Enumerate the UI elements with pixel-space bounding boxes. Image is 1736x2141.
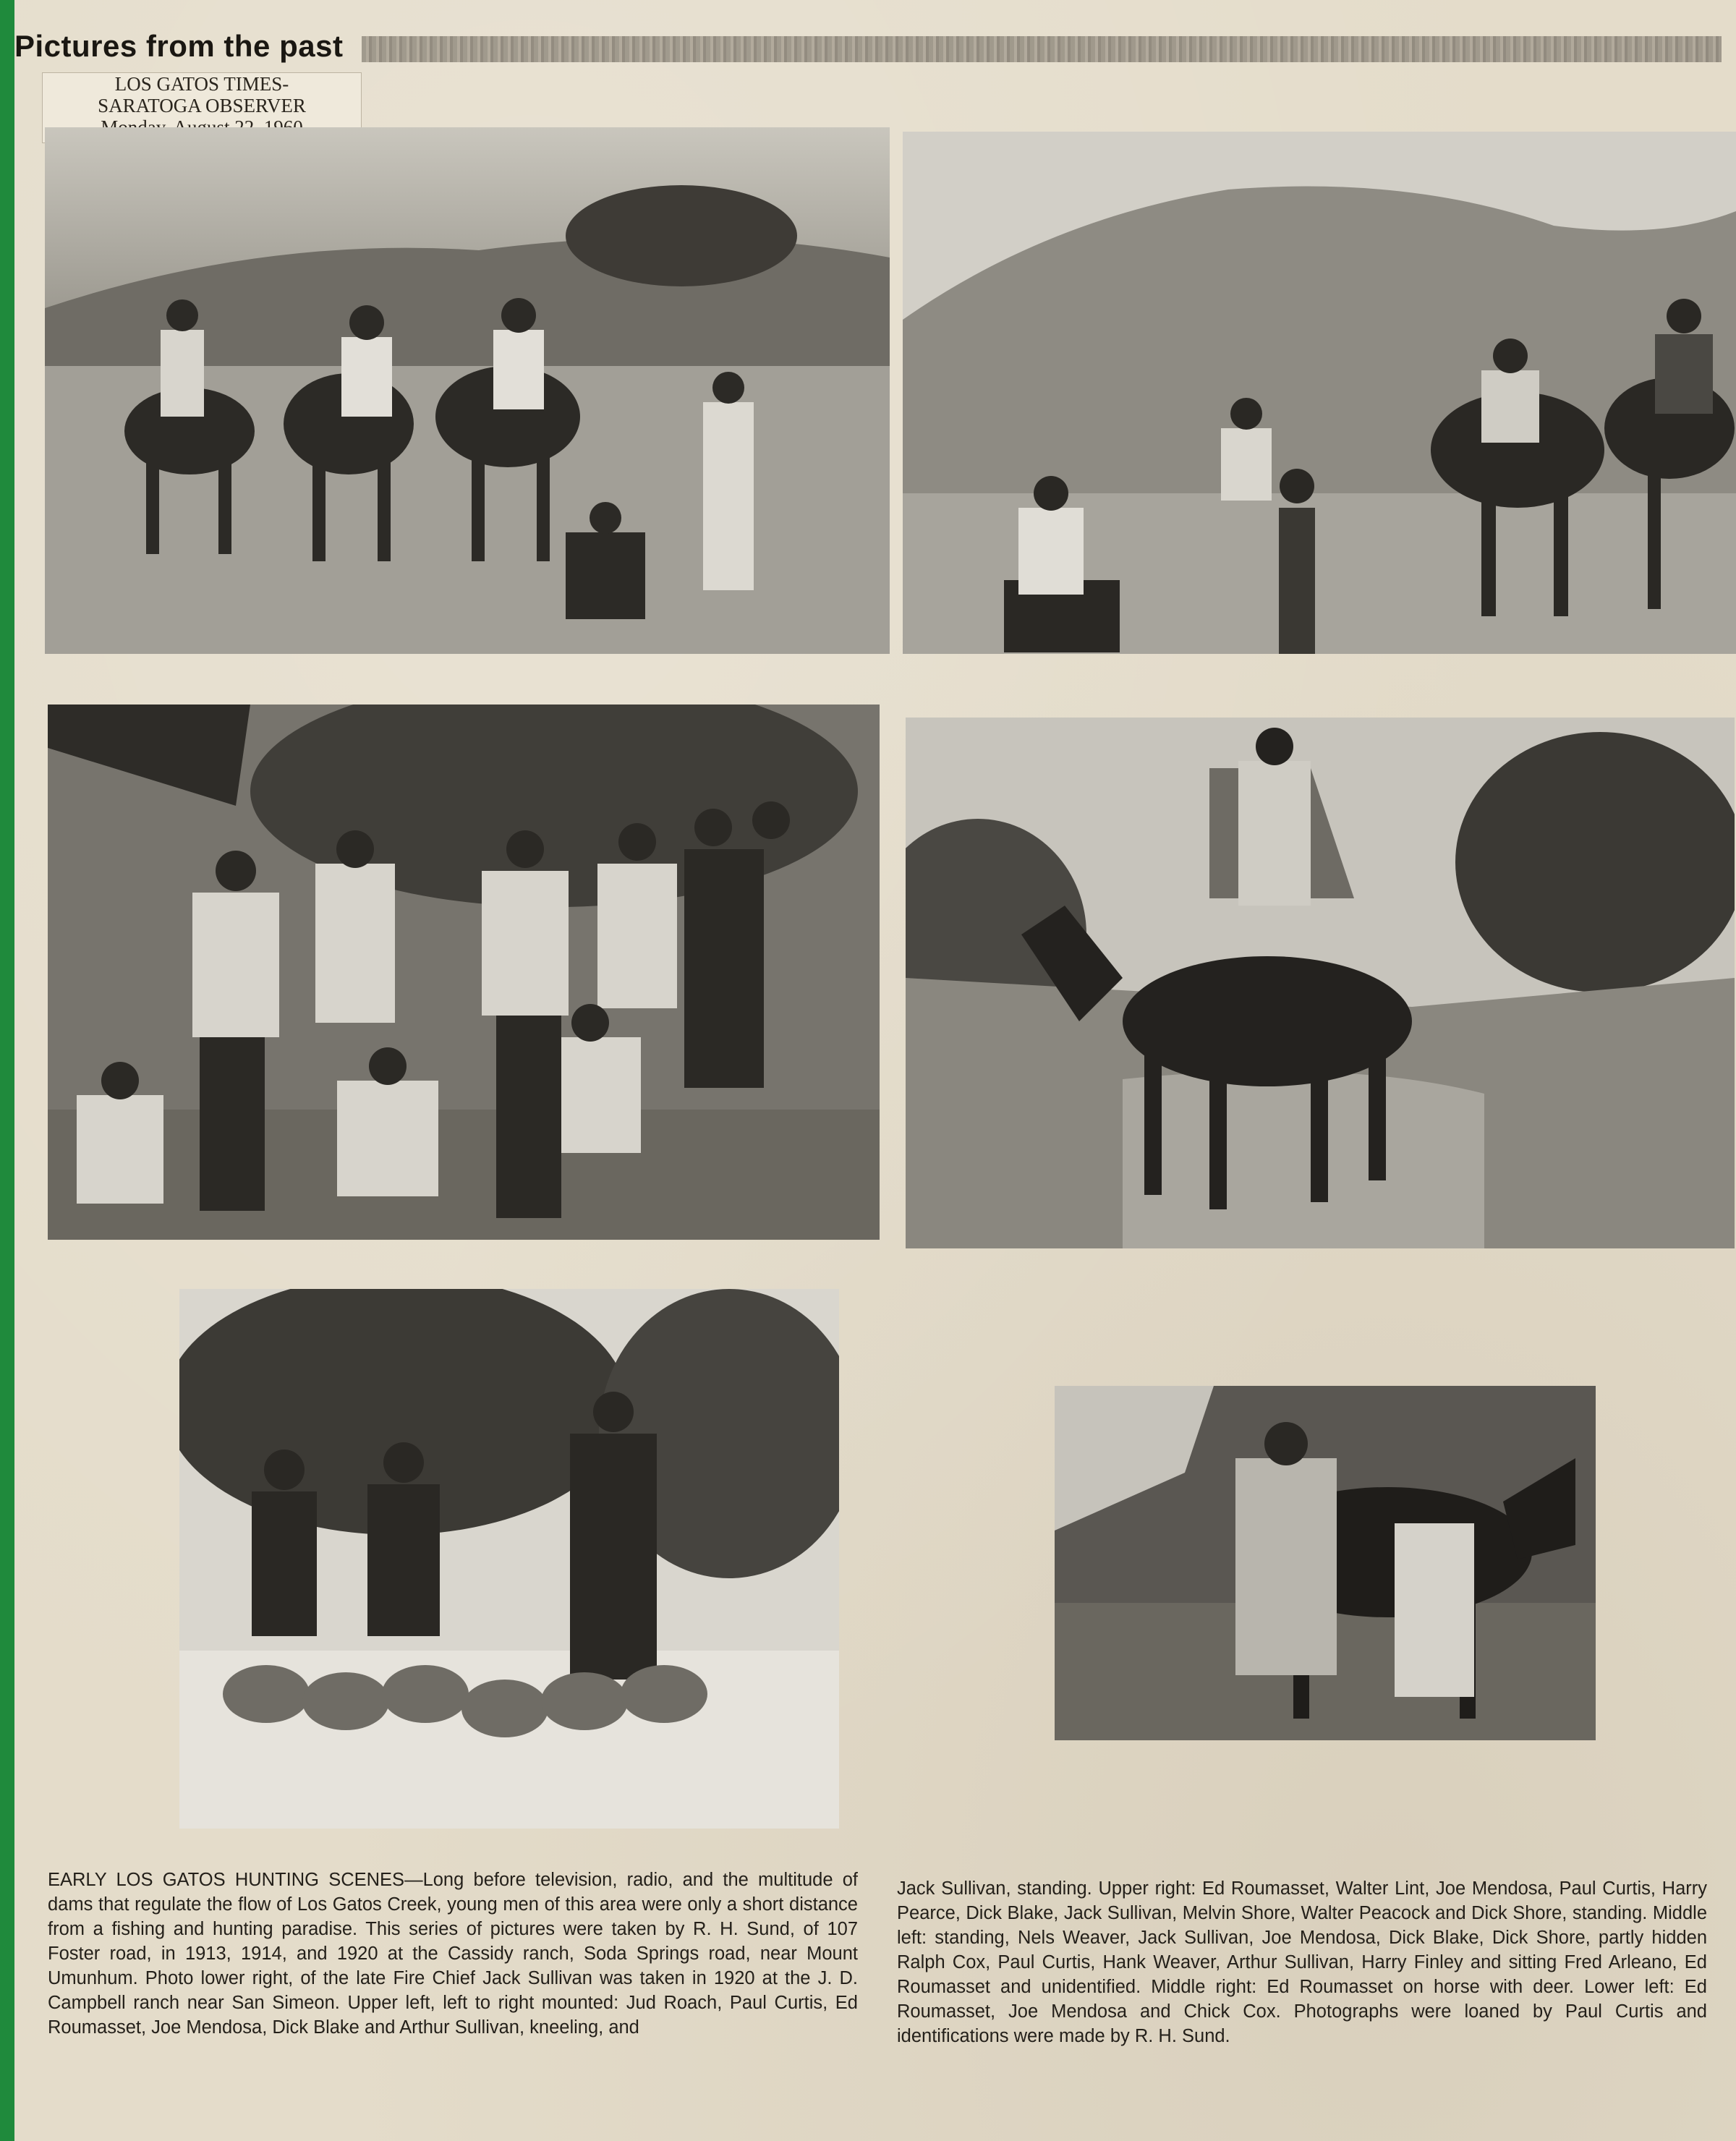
photo-lower-left bbox=[179, 1289, 839, 1829]
photo-upper-left bbox=[45, 127, 890, 654]
photo-middle-right bbox=[906, 718, 1735, 1248]
newspaper-clipping bbox=[14, 0, 1736, 2141]
caption-right-column: Jack Sullivan, standing. Upper right: Ed Roumasset, Walter Lint, Joe Mendosa, Paul Curtis, Harry Pearce, Dick Blake, Jack Sullivan, Melvin Shore, Walter Peacock and Dick Shore, standing. Middle left: standing, Nels Weaver, Jack Sullivan, Joe Mendosa, Dick Blake, Dick Shore, partly hidden Ralph Cox, Paul Curtis, Hank Weaver, Arthur Sullivan, Harry Finley and sitting Fred Arleano, Ed Roumasset and unidentified. Middle right: Ed Roumasset on horse with deer. Lower left: Ed Roumasset, Joe Mendosa and Chick Cox. Photographs were loaned by Paul Curtis and identifications were made by R. H. Sund. bbox=[897, 1878, 1707, 2046]
caption-left-column: EARLY LOS GATOS HUNTING SCENES—Long before television, radio, and the multitude of dams that regulate the flow of Los Gatos Creek, young men of this area were only a short distance from a fishing and hunting paradise. This series of pictures were taken by R. H. Sund, of 107 Foster road, in 1913, 1914, and 1920 at the Cassidy ranch, Soda Springs road, near Mount Umunhum. Photo lower right, of the late Fire Chief Jack Sullivan was taken in 1920 at the J. D. Campbell ranch near San Simeon. Upper left, left to right mounted: Jud Roach, Paul Curtis, Ed Roumasset, Joe Mendosa, Dick Blake and Arthur Sullivan, kneeling, and bbox=[48, 1870, 858, 2038]
photo-lower-right bbox=[1055, 1386, 1596, 1740]
section-title: Pictures from the past bbox=[14, 29, 344, 63]
photo-middle-left bbox=[48, 705, 880, 1240]
photo-upper-right bbox=[903, 132, 1736, 654]
title-rule bbox=[362, 36, 1722, 62]
masthead-line1: LOS GATOS TIMES- bbox=[114, 73, 289, 95]
masthead-line2: SARATOGA OBSERVER bbox=[98, 95, 306, 116]
